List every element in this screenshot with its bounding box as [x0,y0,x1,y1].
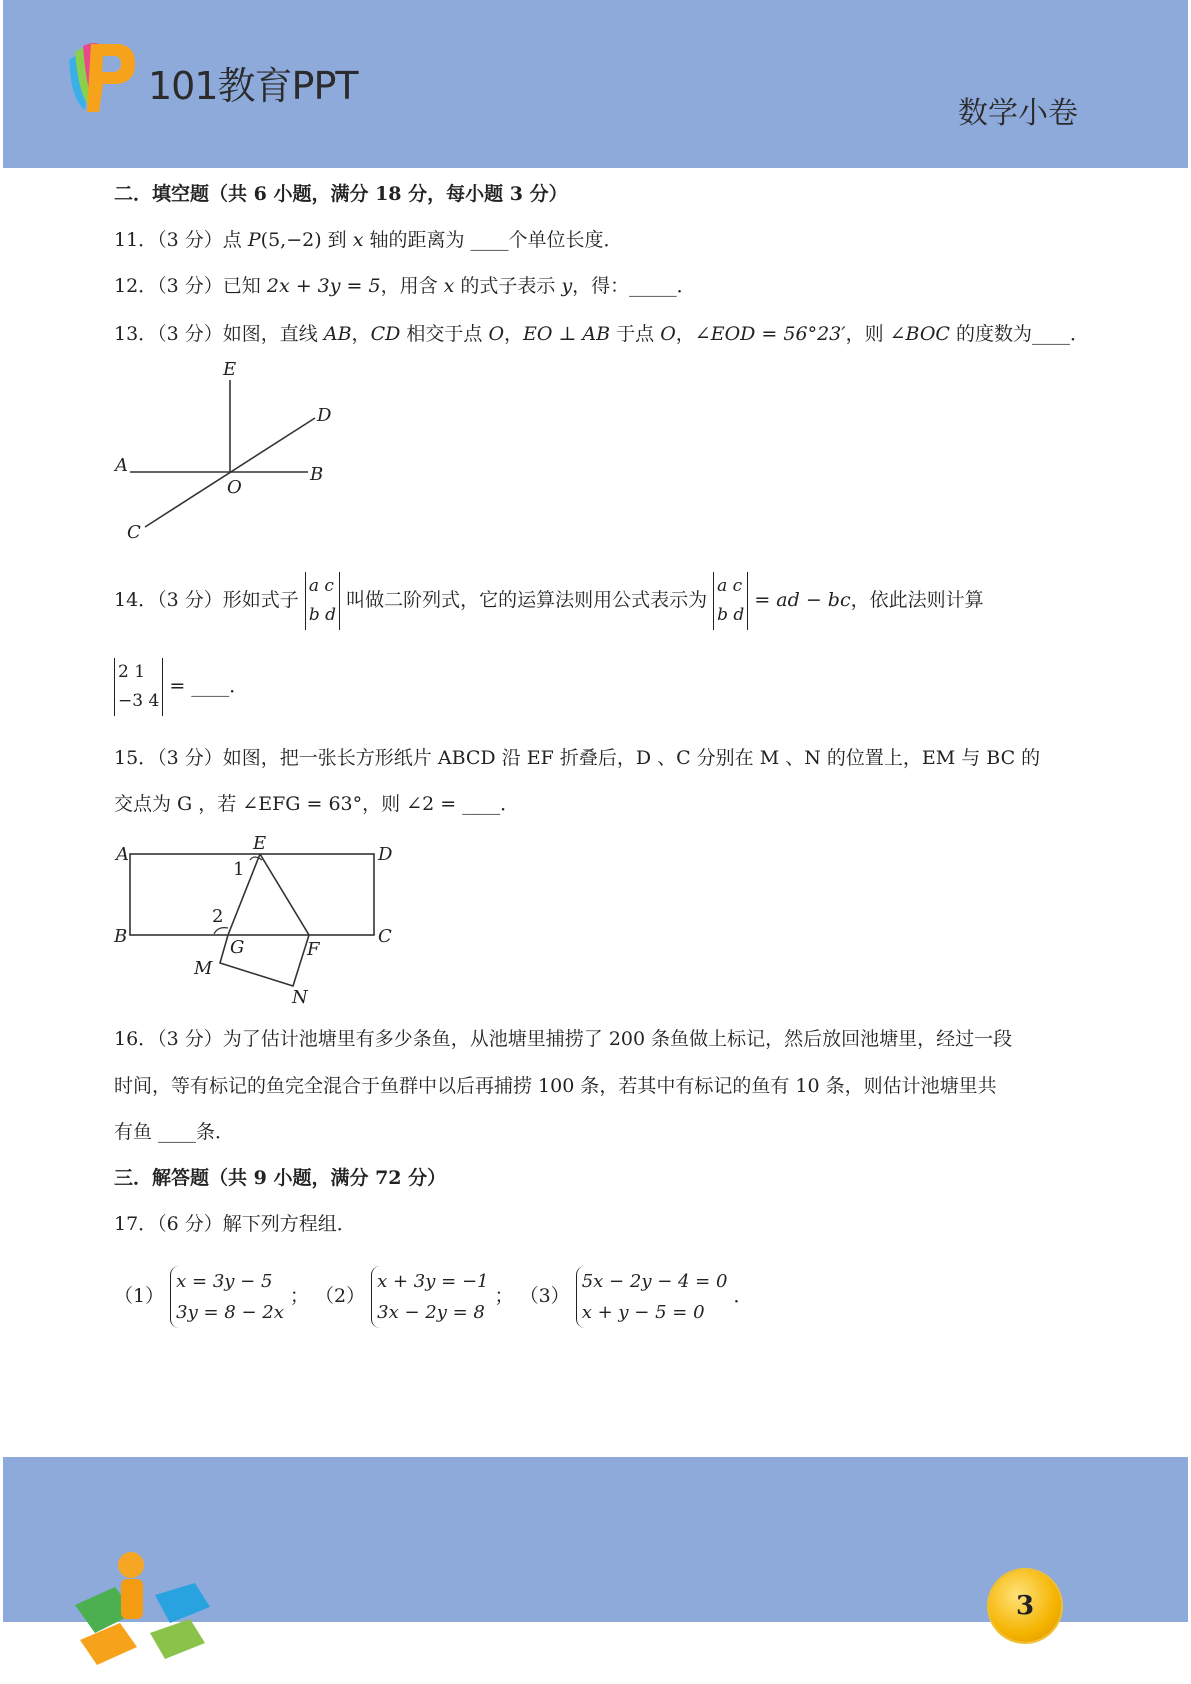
label-e: E [223,359,237,380]
label-d: D [317,405,332,426]
label-c: C [378,926,392,947]
label-e: E [253,833,267,854]
page-header [3,0,1188,168]
question-12: 12．（3 分）已知 2x + 3y = 5，用含 x 的式子表示 y，得：_____． [114,275,696,297]
label-m: M [194,958,213,979]
rectangle-abcd [130,854,374,935]
section-title-3: 三．解答题（共 9 小题，满分 72 分） [114,1167,447,1189]
figure-13 [110,355,340,545]
label-2: 2 [212,906,224,927]
label-d: D [378,844,393,865]
label-o: O [227,477,242,498]
determinant-numeric: 2 1 −3 4 [114,658,163,716]
equation-system-3: 5x − 2y − 4 = 0 x + y − 5 = 0 [576,1266,728,1328]
question-15-line2: 交点为 G ，若 ∠EFG = 63°，则 ∠2 = ____． [114,793,520,815]
question-16-line2: 时间，等有标记的鱼完全混合于鱼群中以后再捕捞 100 条，若其中有标记的鱼有 10 条，则估计池塘里共 [114,1075,997,1097]
question-15-line1: 15．（3 分）如图，把一张长方形纸片 ABCD 沿 EF 折叠后，D 、C 分别在 M 、N 的位置上，EM 与 BC 的 [114,747,1041,769]
question-17-systems: （1） x = 3y − 5 3y = 8 − 2x ； （2） x + 3y = −1 3x − 2y = 8 ； （3） 5x − 2y − 4 = 0 x + y − 5 = 0 ． [114,1262,753,1330]
mascot-icon [65,1535,225,1670]
logo-icon [61,40,137,116]
label-a: A [116,844,129,865]
determinant-formula: a c b d [713,572,748,630]
question-14: 14．（3 分）形如式子 a c b d 叫做二阶列式，它的运算法则用公式表示为 a c b d = ad − bc，依此法则计算 [114,570,984,630]
equation-system-2: x + 3y = −1 3x − 2y = 8 [371,1266,488,1328]
question-16-line3: 有鱼 ____条． [114,1121,235,1143]
sheet-title: 数学小卷 [958,96,1078,131]
brand-name: 101教育PPT [148,64,358,108]
question-14-calc: 2 1 −3 4 = ____． [114,656,248,716]
label-f: F [307,939,320,960]
label-c: C [127,522,141,543]
question-11: 11．（3 分）点 P(5,−2) 到 x 轴的距离为 ____个单位长度． [114,229,623,251]
page-number: 3 [989,1570,1061,1642]
determinant-general: a c b d [305,572,340,630]
equation-system-1: x = 3y − 5 3y = 8 − 2x [170,1266,284,1328]
label-n: N [292,987,308,1008]
label-b: B [310,464,324,485]
question-16-line1: 16．（3 分）为了估计池塘里有多少条鱼，从池塘里捕捞了 200 条鱼做上标记，然后放回池塘里，经过一段 [114,1028,1013,1050]
question-13: 13．（3 分）如图，直线 AB，CD 相交于点 O，EO ⊥ AB 于点 O，∠EOD = 56°23′，则 ∠BOC 的度数为____． [114,323,1090,345]
label-a: A [115,455,128,476]
figure-15 [110,830,410,1010]
label-b: B [114,926,128,947]
label-1: 1 [233,859,245,880]
label-g: G [230,937,245,958]
question-17-title: 17．（6 分）解下列方程组． [114,1213,356,1235]
section-title: 二．填空题（共 6 小题，满分 18 分，每小题 3 分） [114,183,568,205]
